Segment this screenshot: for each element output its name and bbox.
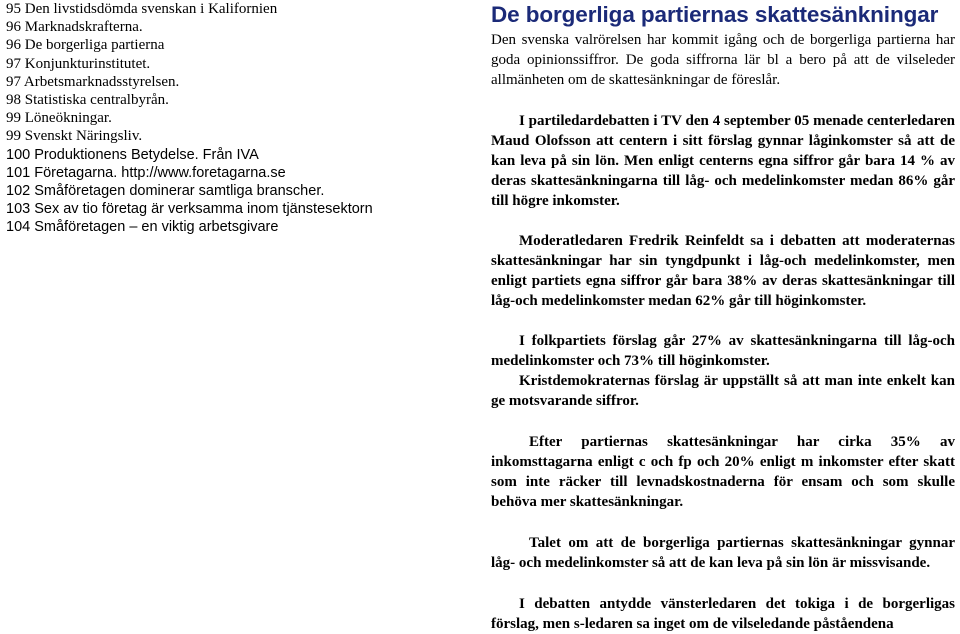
footnote-item: 101 Företagarna. http://www.foretagarna.se bbox=[6, 164, 286, 181]
footnote-item: 96 Marknadskrafterna. bbox=[6, 19, 143, 36]
footnote-item: 100 Produktionens Betydelse. Från IVA bbox=[6, 146, 259, 163]
article-paragraph: Kristdemokraternas förslag är uppställt så att man inte enkelt kan ge motsvarande siffror. bbox=[491, 373, 955, 409]
footnote-item: 96 De borgerliga partierna bbox=[6, 37, 165, 54]
article-paragraph: I debatten antydde vänsterledaren det tokiga i de borgerligas förslag, men s-ledaren sa inget om de vilseledande påståendena bbox=[491, 596, 955, 632]
article-paragraph: I folkpartiets förslag går 27% av skattesänkningarna till låg-och medelinkomster och 73% till höginkomster. bbox=[491, 333, 955, 369]
footnote-item: 103 Sex av tio företag är verksamma inom tjänstesektorn bbox=[6, 201, 373, 218]
footnote-item: 95 Den livstidsdömda svenskan i Kalifornien bbox=[6, 1, 278, 17]
footnote-list bbox=[6, 0, 461, 237]
article-paragraph: Moderatledaren Fredrik Reinfeldt sa i debatten att moderaternas skattesänkningar har sin tyngdpunkt i låg-och medelinkomster, men enligt partiets egna siffror går bara 38% av deras skattesänkningar till låg-och medelinkomster medan 62% går till höginkomster. bbox=[491, 233, 955, 309]
footnote-item: 97 Konjunkturinstitutet. bbox=[6, 55, 151, 72]
footnote-item: 99 Löneökningar. bbox=[6, 110, 112, 127]
footnote-item: 99 Svenskt Näringsliv. bbox=[6, 128, 143, 145]
article-intro: Den svenska valrörelsen har kommit igång och de borgerliga partierna har goda opinionssiffror. De goda siffrorna lär bl a bero på att de vilseleder allmänheten om de skattesänkningar de föreslår. bbox=[491, 32, 955, 88]
article-paragraph: I partiledardebatten i TV den 4 september 05 menade centerledaren Maud Olofsson att centern i sitt förslag gynnar låginkomster så att de kan leva på sin lön. Men enligt centerns egna siffror går bara 14 % av deras skattesänkningarna till låg- och medelinkomster medan 86% går till högre inkomster. bbox=[491, 113, 955, 209]
article bbox=[491, 2, 955, 634]
article-paragraph: Efter partiernas skattesänkningar har cirka 35% av inkomsttagarna enligt c och fp och 20% enligt m inkomster efter skatt som inte räcker till levnadskostnaderna för ensam och som skulle behöva mer skattesänkningar. bbox=[491, 434, 955, 510]
footnote-item: 104 Småföretagen – en viktig arbetsgivare bbox=[6, 219, 279, 236]
footnote-item: 98 Statistiska centralbyrån. bbox=[6, 92, 169, 109]
footnote-item: 97 Arbetsmarknadsstyrelsen. bbox=[6, 73, 180, 90]
article-heading: De borgerliga partiernas skattesänkningar bbox=[491, 2, 939, 27]
footnote-item: 102 Småföretagen dominerar samtliga branscher. bbox=[6, 183, 325, 200]
article-paragraph: Talet om att de borgerliga partiernas skattesänkningar gynnar låg- och medelinkomster så att de kan leva på sin lön är missvisande. bbox=[491, 535, 955, 571]
